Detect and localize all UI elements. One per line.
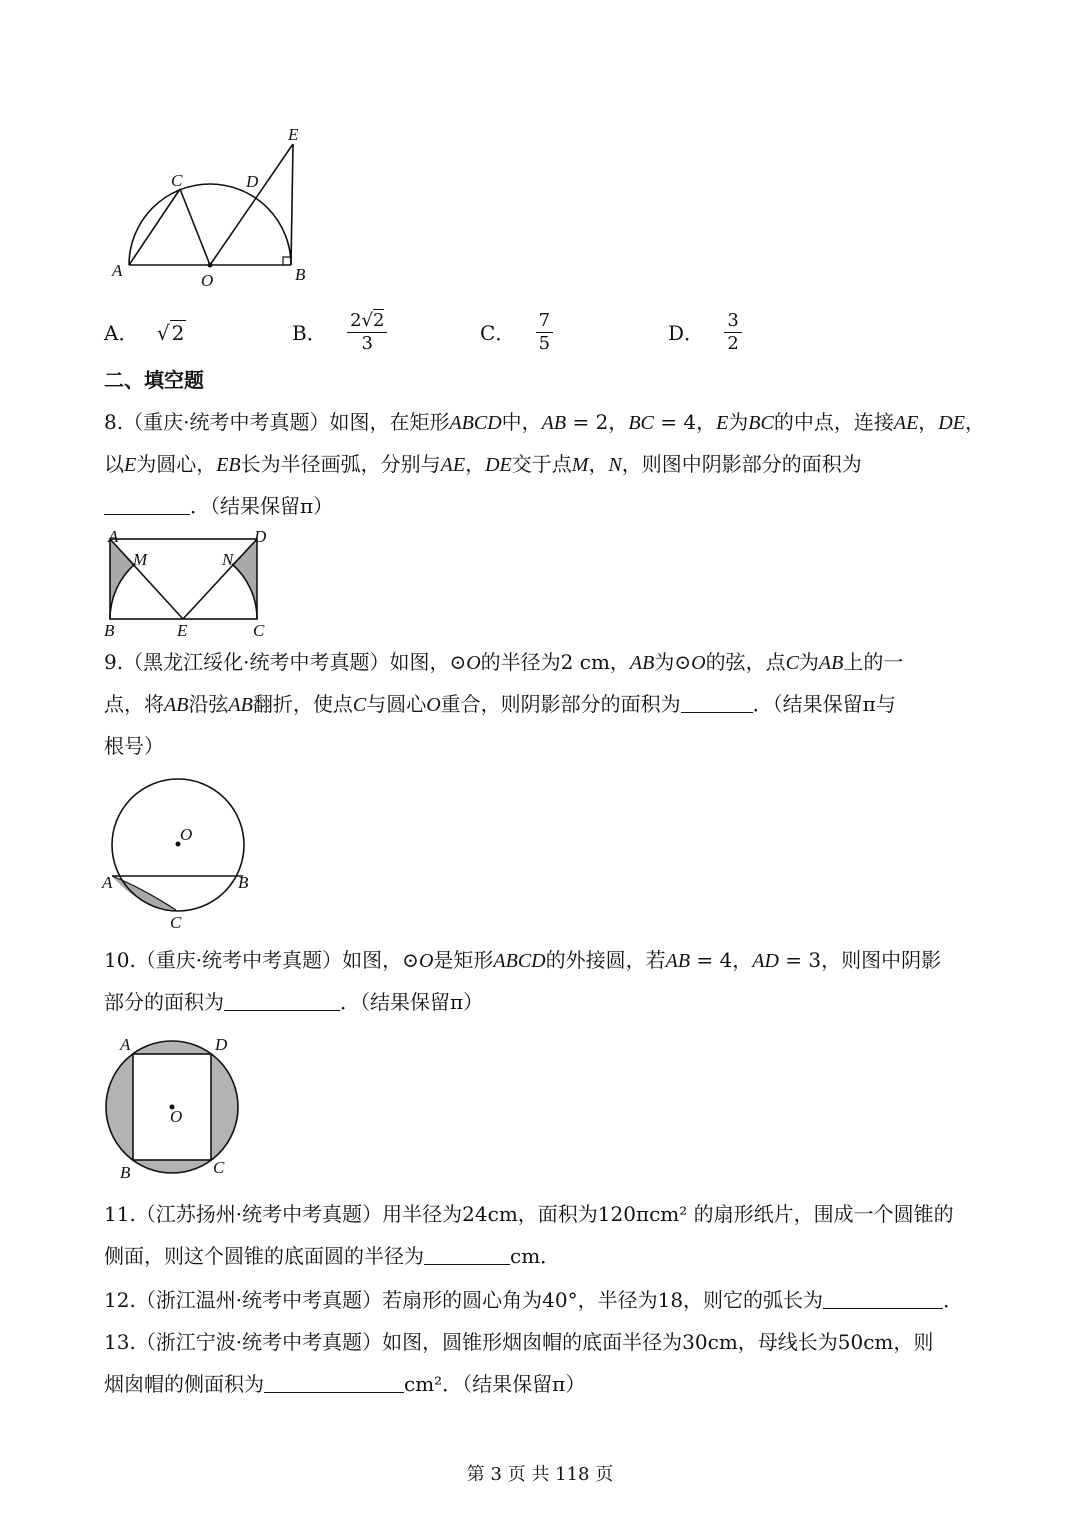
q9-line-3: 根号） (104, 734, 164, 758)
label-c: C (253, 621, 265, 640)
label-a: A (120, 1035, 131, 1054)
label-d: D (246, 172, 259, 191)
option-a (104, 306, 186, 356)
q10-answer-blank[interactable] (224, 990, 340, 1011)
label-o: O (201, 271, 214, 290)
option-d (668, 306, 742, 356)
label-b: B (238, 873, 249, 892)
q9-answer-blank[interactable] (681, 692, 753, 713)
page-footer: 第 3 页 共 118 页 (466, 1464, 614, 1485)
q13-line-1: 13.（浙江宁波·统考中考真题）如图，圆锥形烟囱帽的底面半径为30cm，母线长为50cm，则 (104, 1330, 934, 1354)
label-b: B (295, 265, 306, 284)
option-b (292, 306, 387, 356)
segment-oe (210, 144, 293, 265)
label-a: A (112, 261, 123, 280)
q12-answer-blank[interactable] (823, 1288, 943, 1309)
figure-q10 (100, 1032, 250, 1184)
label-d: D (254, 527, 267, 546)
q12-line-1: 12.（浙江温州·统考中考真题）若扇形的圆心角为40°，半径为18，则它的弧长为 ． (104, 1288, 964, 1312)
q10-line-1: 10.（重庆·统考中考真题）如图，⊙O是矩形ABCD的外接圆，若AB = 4，AD = 3，则图中阴影 (104, 948, 942, 972)
label-b: B (104, 621, 115, 640)
segment-be (291, 144, 293, 265)
option-c-letter: C． (480, 320, 516, 345)
option-c-value: $\frac{7}{5}$ (536, 310, 553, 355)
center-dot (208, 263, 213, 268)
figure-q8 (100, 526, 280, 644)
q8-line-2: 以E为圆心，EB长为半径画弧，分别与AE，DE交于点M，N，则图中阴影部分的面积为 (104, 452, 862, 476)
shaded-segment (112, 876, 176, 910)
option-c (480, 306, 553, 356)
label-c: C (213, 1158, 225, 1177)
q9-line-2: 点，将AB沿弦AB翻折，使点C与圆心O重合，则阴影部分的面积为 ．（结果保留π与 (104, 692, 896, 716)
q8-answer-blank[interactable] (104, 494, 190, 515)
q13-line-2: 烟囱帽的侧面积为 cm²．（结果保留π） (104, 1372, 586, 1396)
label-o: O (180, 825, 193, 844)
q9-line-1: 9.（黑龙江绥化·统考中考真题）如图，⊙O的半径为2 cm，AB为⊙O的弦，点C为AB上的一 (104, 650, 904, 674)
q11-line-1: 11.（江苏扬州·统考中考真题）用半径为24cm，面积为120πcm² 的扇形纸片，围成一个圆锥的 (104, 1202, 954, 1226)
label-a: A (102, 873, 113, 892)
semicircle-arc (129, 184, 291, 265)
option-a-value: √ 2 (156, 320, 185, 345)
label-c: C (170, 913, 182, 932)
label-a: A (108, 527, 119, 546)
option-b-value: $\frac{2√2}{3}$ (347, 310, 387, 355)
label-e: E (177, 621, 188, 640)
section-title: 二、填空题 (104, 368, 204, 392)
option-b-letter: B． (292, 320, 327, 345)
label-d: D (215, 1035, 228, 1054)
label-b: B (120, 1163, 131, 1182)
option-d-value: $\frac{3}{2}$ (724, 310, 741, 355)
label-e: E (288, 125, 299, 144)
q11-answer-blank[interactable] (424, 1244, 510, 1265)
option-d-letter: D． (668, 320, 705, 345)
segment-co (180, 189, 210, 265)
figure-q7 (104, 120, 334, 290)
label-n: N (222, 550, 234, 569)
q8-line-1: 8.（重庆·统考中考真题）如图，在矩形ABCD中，AB = 2，BC = 4，E为BC的中点，连接AE，DE， (104, 410, 985, 434)
q11-line-2: 侧面，则这个圆锥的底面圆的半径为 cm． (104, 1244, 561, 1268)
label-c: C (171, 171, 183, 190)
option-a-letter: A． (104, 320, 139, 345)
label-o: O (170, 1107, 183, 1126)
label-m: M (133, 550, 148, 569)
segment-ac (129, 189, 180, 265)
q10-line-2: 部分的面积为 ．（结果保留π） (104, 990, 484, 1014)
q13-answer-blank[interactable] (264, 1372, 404, 1393)
q8-line-3: ．（结果保留π） (104, 492, 333, 520)
figure-q9 (100, 770, 270, 940)
right-angle-mark (283, 257, 291, 265)
